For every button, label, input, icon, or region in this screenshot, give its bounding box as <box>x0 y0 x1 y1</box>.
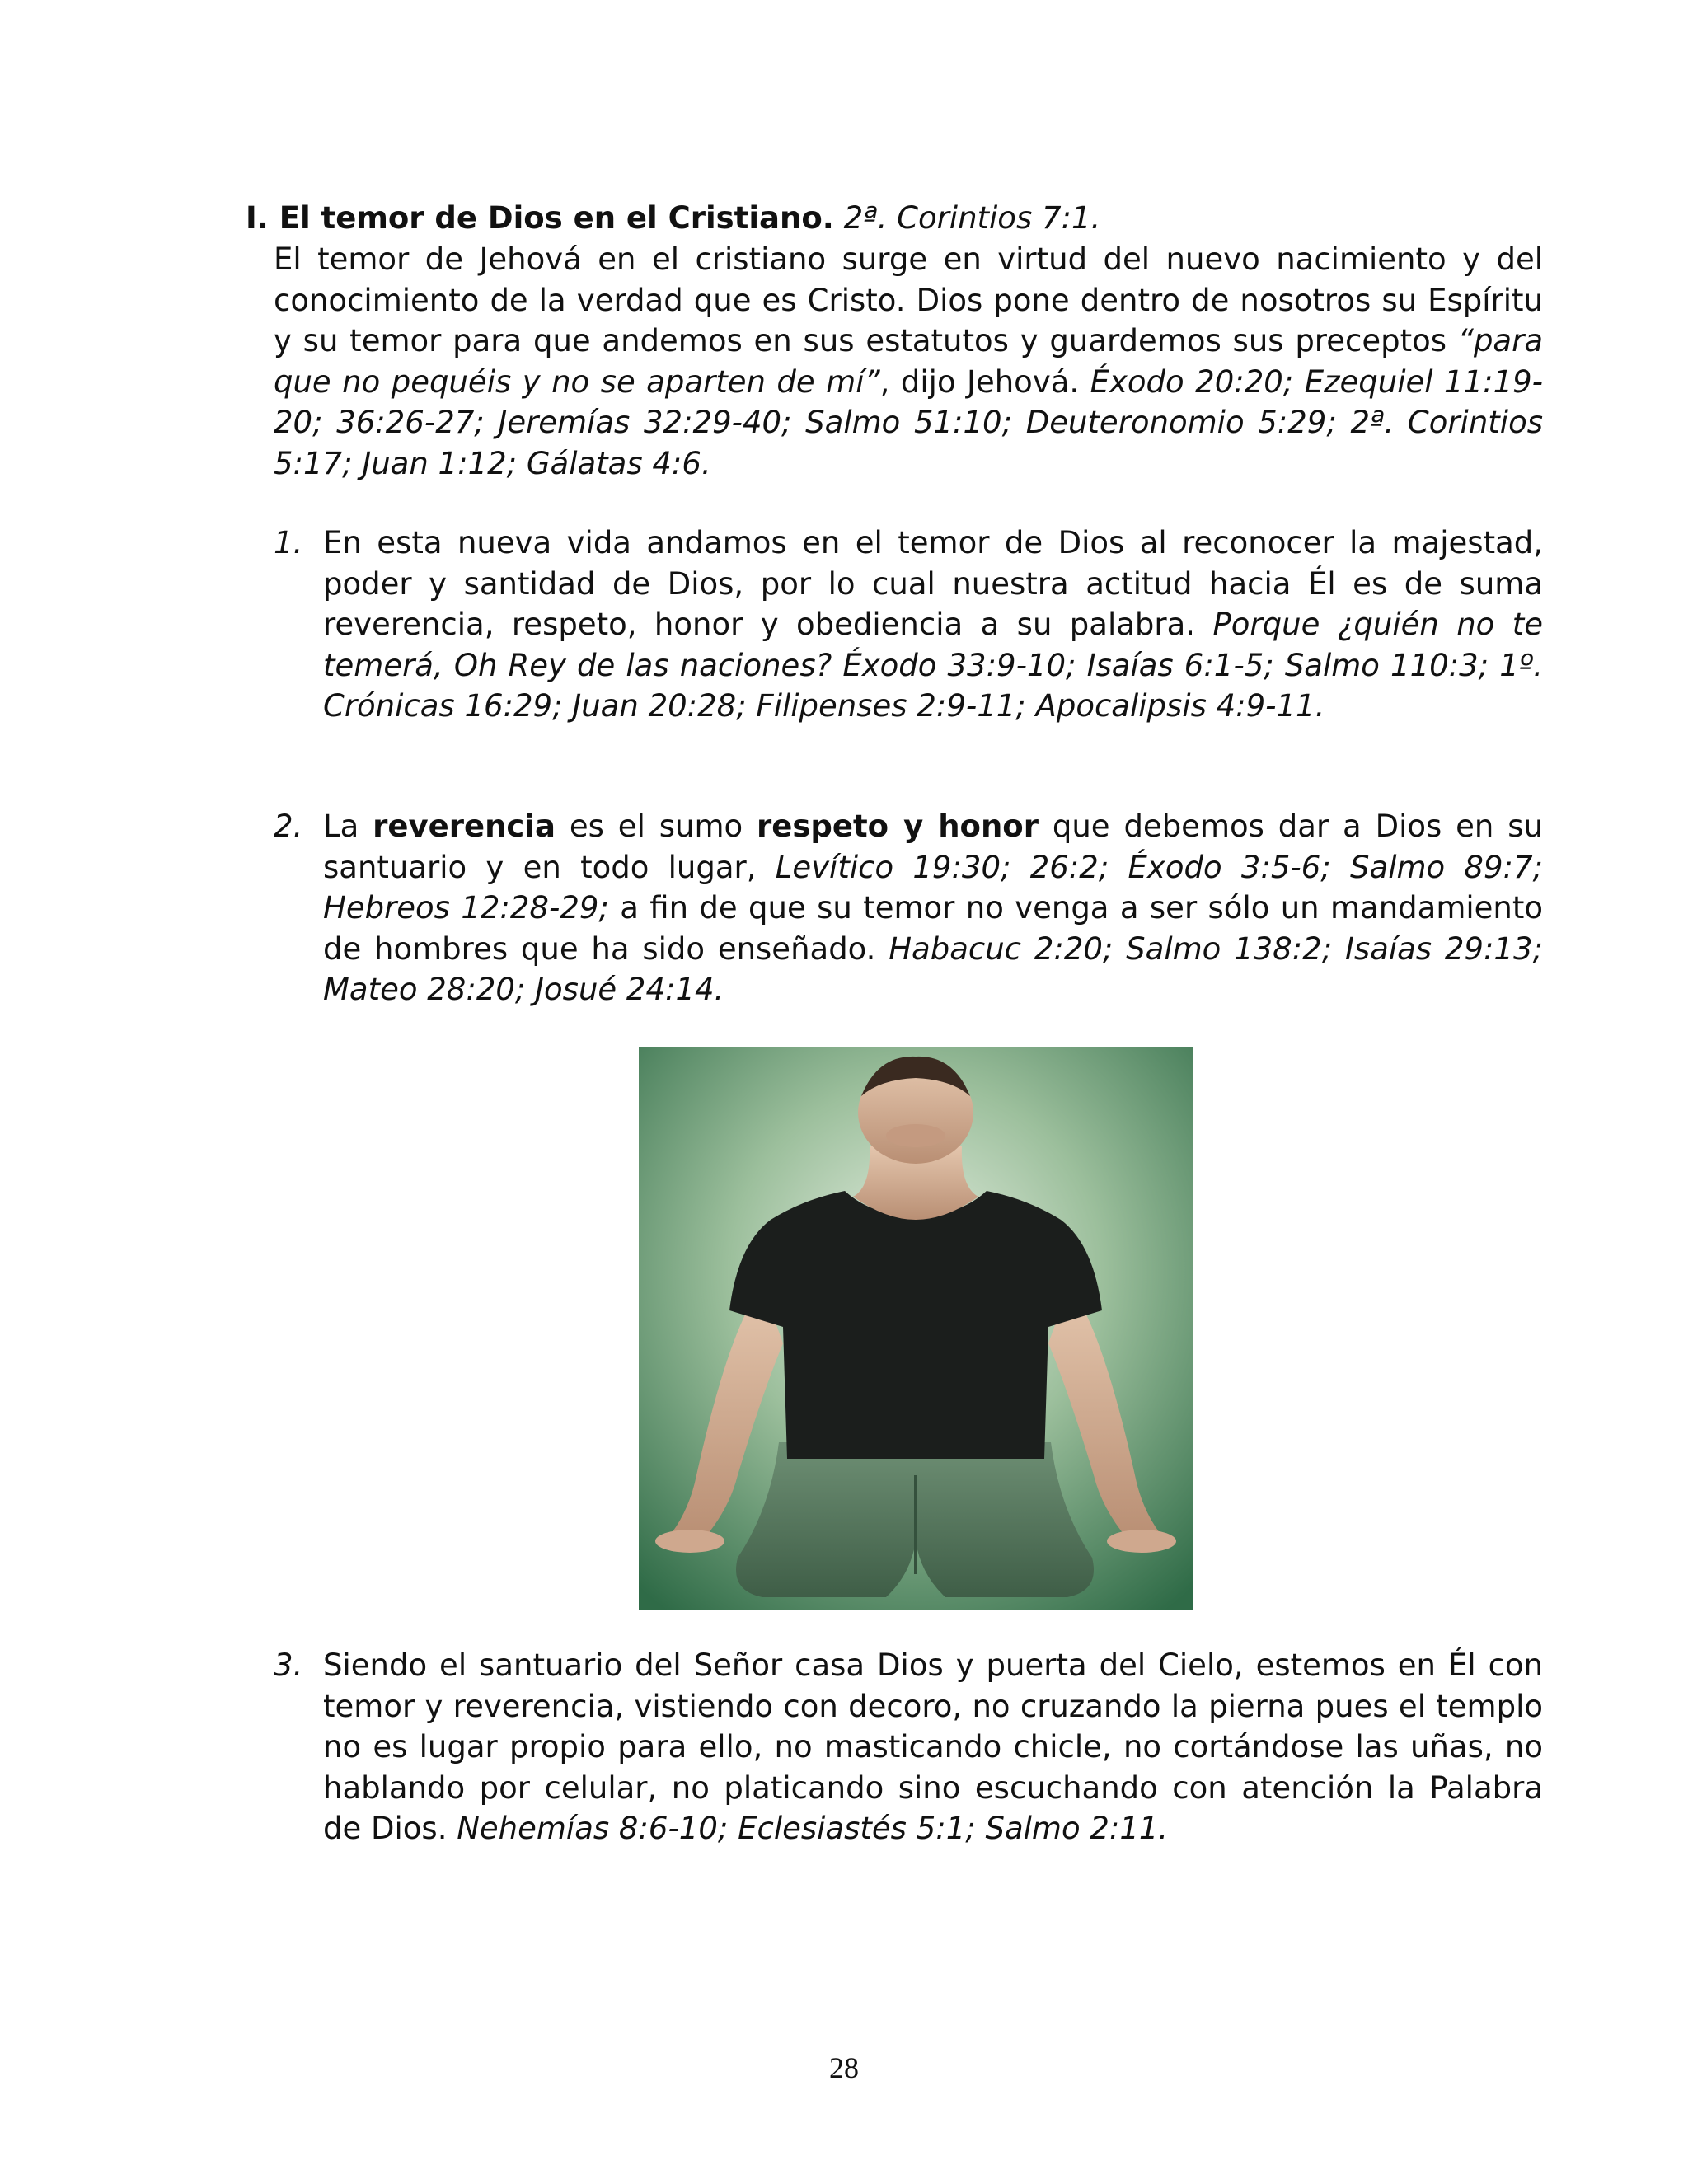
list-item-text <box>323 523 1543 727</box>
item-body: a fin de que su temor no venga a ser sólo un mandamiento de hombres que ha sido enseñado. <box>323 890 1544 967</box>
section-title: I. El temor de Dios en el Cristiano. <box>246 200 834 236</box>
intro-text-2: , dijo Jehová. <box>879 363 1090 400</box>
item-references: Porque ¿quién no te temerá, Oh Rey de las naciones? Éxodo 33:9-10; Isaías 6:1-5; Salmo 110:3; 1º. Crónicas 16:29; Juan 20:28; Filipenses 2:9-11; Apocalipsis 4:9-11. <box>323 607 1543 724</box>
intro-text: El temor de Jehová en el cristiano surge en virtud del nuevo nacimiento y del conocimiento de la verdad que es Cristo. Dios pone dentro de nosotros su Espíritu y su temor para que andemos en sus estatutos y guardemos sus preceptos <box>274 241 1543 359</box>
list-item-text <box>323 1645 1543 1849</box>
intro-quote: “para que no pequéis y no se aparten de mí” <box>274 323 1543 400</box>
kneeling-man-photo <box>639 1047 1193 1610</box>
section-reference: 2ª. Corintios 7:1. <box>843 200 1101 236</box>
intro-references: Éxodo 20:20; Ezequiel 11:19-20; 36:26-27; Jeremías 32:29-40; Salmo 51:10; Deuteronomio 5:29; 2ª. Corintios 5:17; Juan 1:12; Gálatas 4:6. <box>274 363 1544 481</box>
item-body: es el sumo <box>556 808 757 844</box>
list-item-text <box>323 806 1543 1010</box>
list-item-number: 2. <box>274 808 303 844</box>
section-heading <box>246 198 1548 239</box>
intro-paragraph <box>274 239 1543 484</box>
page-number: 28 <box>829 2051 859 2084</box>
item-body: En esta nueva vida andamos en el temor de Dios al reconocer la majestad, poder y santidad de Dios, por lo cual nuestra actitud hacia Él es de suma reverencia, respeto, honor y obediencia a su palabra. <box>323 525 1543 642</box>
item-references: Habacuc 2:20; Salmo 138:2; Isaías 29:13; Mateo 28:20; Josué 24:14. <box>323 930 1543 1007</box>
item-body: Siendo el santuario del Señor casa Dios y puerta del Cielo, estemos en Él con temor y reverencia, vistiendo con decoro, no cruzando la pierna pues el templo no es lugar propio para ello, no masticando chicle, no cortándose las uñas, no hablando por celular, no platicando sino escuchando con atención la Palabra de Dios. <box>323 1647 1543 1846</box>
item-bold-term: respeto y honor <box>757 808 1039 844</box>
item-body: que debemos dar a Dios en su santuario y en todo lugar, <box>323 808 1543 885</box>
item-body: La <box>323 808 373 844</box>
item-references: Nehemías 8:6-10; Eclesiastés 5:1; Salmo 2:11. <box>457 1811 1169 1846</box>
list-item-number: 1. <box>274 525 303 560</box>
list-item-number: 3. <box>274 1647 303 1683</box>
item-references: Levítico 19:30; 26:2; Éxodo 3:5-6; Salmo 89:7; Hebreos 12:28-29; <box>323 849 1543 926</box>
item-bold-term: reverencia <box>373 808 556 844</box>
